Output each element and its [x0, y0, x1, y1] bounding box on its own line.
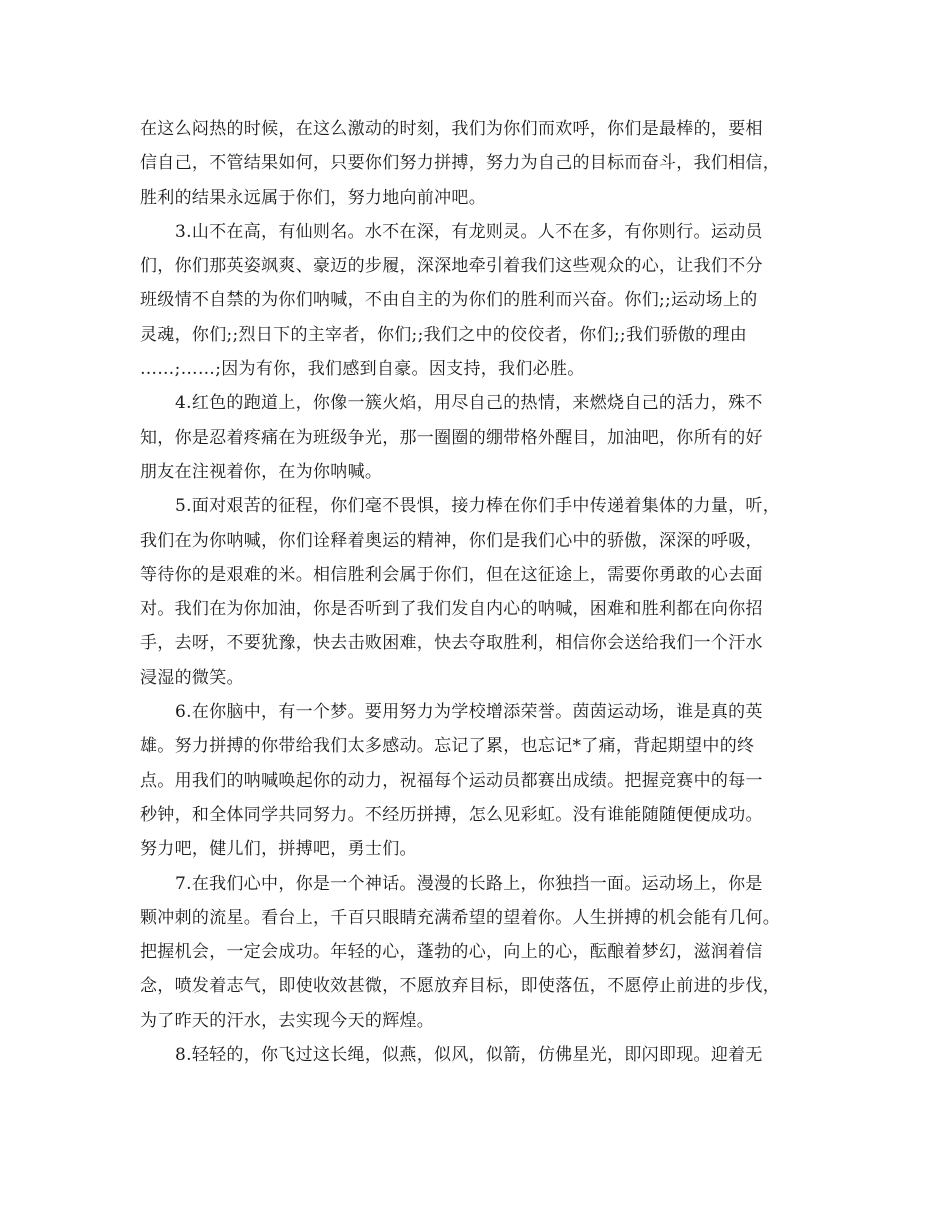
text-line: ……;……;因为有你，我们感到自豪。因支持，我们必胜。 [140, 359, 585, 380]
text-line: 点。用我们的呐喊唤起你的动力，祝福每个运动员都赛出成绩。把握竞赛中的每一 [140, 770, 763, 791]
text-line: 朋友在注视着你，在为你呐喊。 [140, 461, 383, 482]
text-line: 我们在为你呐喊，你们诠释着奥运的精神，你们是我们心中的骄傲，深深的呼吸， [140, 530, 763, 551]
text-line: 为了昨天的汗水，去实现今天的辉煌。 [140, 1010, 435, 1031]
paragraph [140, 867, 830, 1038]
paragraph [140, 695, 830, 866]
text-line: 7.在我们心中，你是一个神话。漫漫的长路上，你独挡一面。运动场上，你是 [175, 873, 763, 894]
text-line: 秒钟，和全体同学共同努力。不经历拼搏，怎么见彩虹。没有谁能随随便便成功。 [140, 804, 763, 825]
text-line: 颗冲刺的流星。看台上，千百只眼睛充满希望的望着你。人生拼搏的机会能有几何。 [140, 907, 781, 928]
text-line: 信自己，不管结果如何，只要你们努力拼搏，努力为自己的目标而奋斗，我们相信， [140, 153, 781, 174]
paragraph [140, 1038, 830, 1072]
paragraph [140, 112, 830, 215]
text-line: 把握机会，一定会成功。年轻的心，蓬勃的心，向上的心，酝酿着梦幻，滋润着信 [140, 942, 763, 963]
text-line: 班级情不自禁的为你们呐喊，不由自主的为你们的胜利而兴奋。你们;;运动场上的 [140, 290, 758, 311]
text-line: 在这么闷热的时候，在这么激动的时刻，我们为你们而欢呼，你们是最棒的，要相 [140, 119, 763, 139]
text-line: 3.山不在高，有仙则名。水不在深，有龙则灵。人不在多，有你则行。运动员 [175, 221, 763, 242]
document-page [140, 112, 830, 1072]
text-line: 5.面对艰苦的征程，你们毫不畏惧，接力棒在你们手中传递着集体的力量，听， [175, 496, 781, 517]
text-line: 灵魂，你们;;烈日下的主宰者，你们;;我们之中的佼佼者，你们;;我们骄傲的理由 [140, 324, 748, 345]
paragraph [140, 386, 830, 489]
paragraph [140, 489, 830, 695]
text-line: 8.轻轻的，你飞过这长绳，似燕，似风，似箭，仿佛星光，即闪即现。迎着无 [175, 1045, 763, 1066]
text-line: 手，去呀，不要犹豫，快去击败困难，快去夺取胜利，相信你会送给我们一个汗水 [140, 633, 763, 654]
text-line: 胜利的结果永远属于你们，努力地向前冲吧。 [140, 187, 486, 208]
text-line: 等待你的是艰难的米。相信胜利会属于你们，但在这征途上，需要你勇敢的心去面 [140, 564, 763, 585]
text-line: 努力吧，健儿们，拼搏吧，勇士们。 [140, 839, 417, 860]
text-line: 们，你们那英姿飒爽、豪迈的步履，深深地牵引着我们这些观众的心，让我们不分 [140, 256, 763, 277]
text-line: 对。我们在为你加油，你是否听到了我们发自内心的呐喊，困难和胜利都在向你招 [140, 599, 763, 620]
text-line: 浸湿的微笑。 [140, 667, 244, 688]
text-line: 知，你是忍着疼痛在为班级争光，那一圈圈的绷带格外醒目，加油吧，你所有的好 [140, 427, 763, 448]
text-line: 4.红色的跑道上，你像一簇火焰，用尽自己的热情，来燃烧自己的活力，殊不 [175, 393, 763, 414]
text-line: 念，喷发着志气，即使收效甚微，不愿放弃目标，即使落伍，不愿停止前进的步伐， [140, 976, 781, 997]
text-line: 6.在你脑中，有一个梦。要用努力为学校增添荣誉。茵茵运动场，谁是真的英 [175, 702, 763, 723]
text-line: 雄。努力拼搏的你带给我们太多感动。忘记了累，也忘记*了痛，背起期望中的终 [140, 736, 755, 757]
document-body [140, 112, 830, 1072]
paragraph [140, 215, 830, 386]
